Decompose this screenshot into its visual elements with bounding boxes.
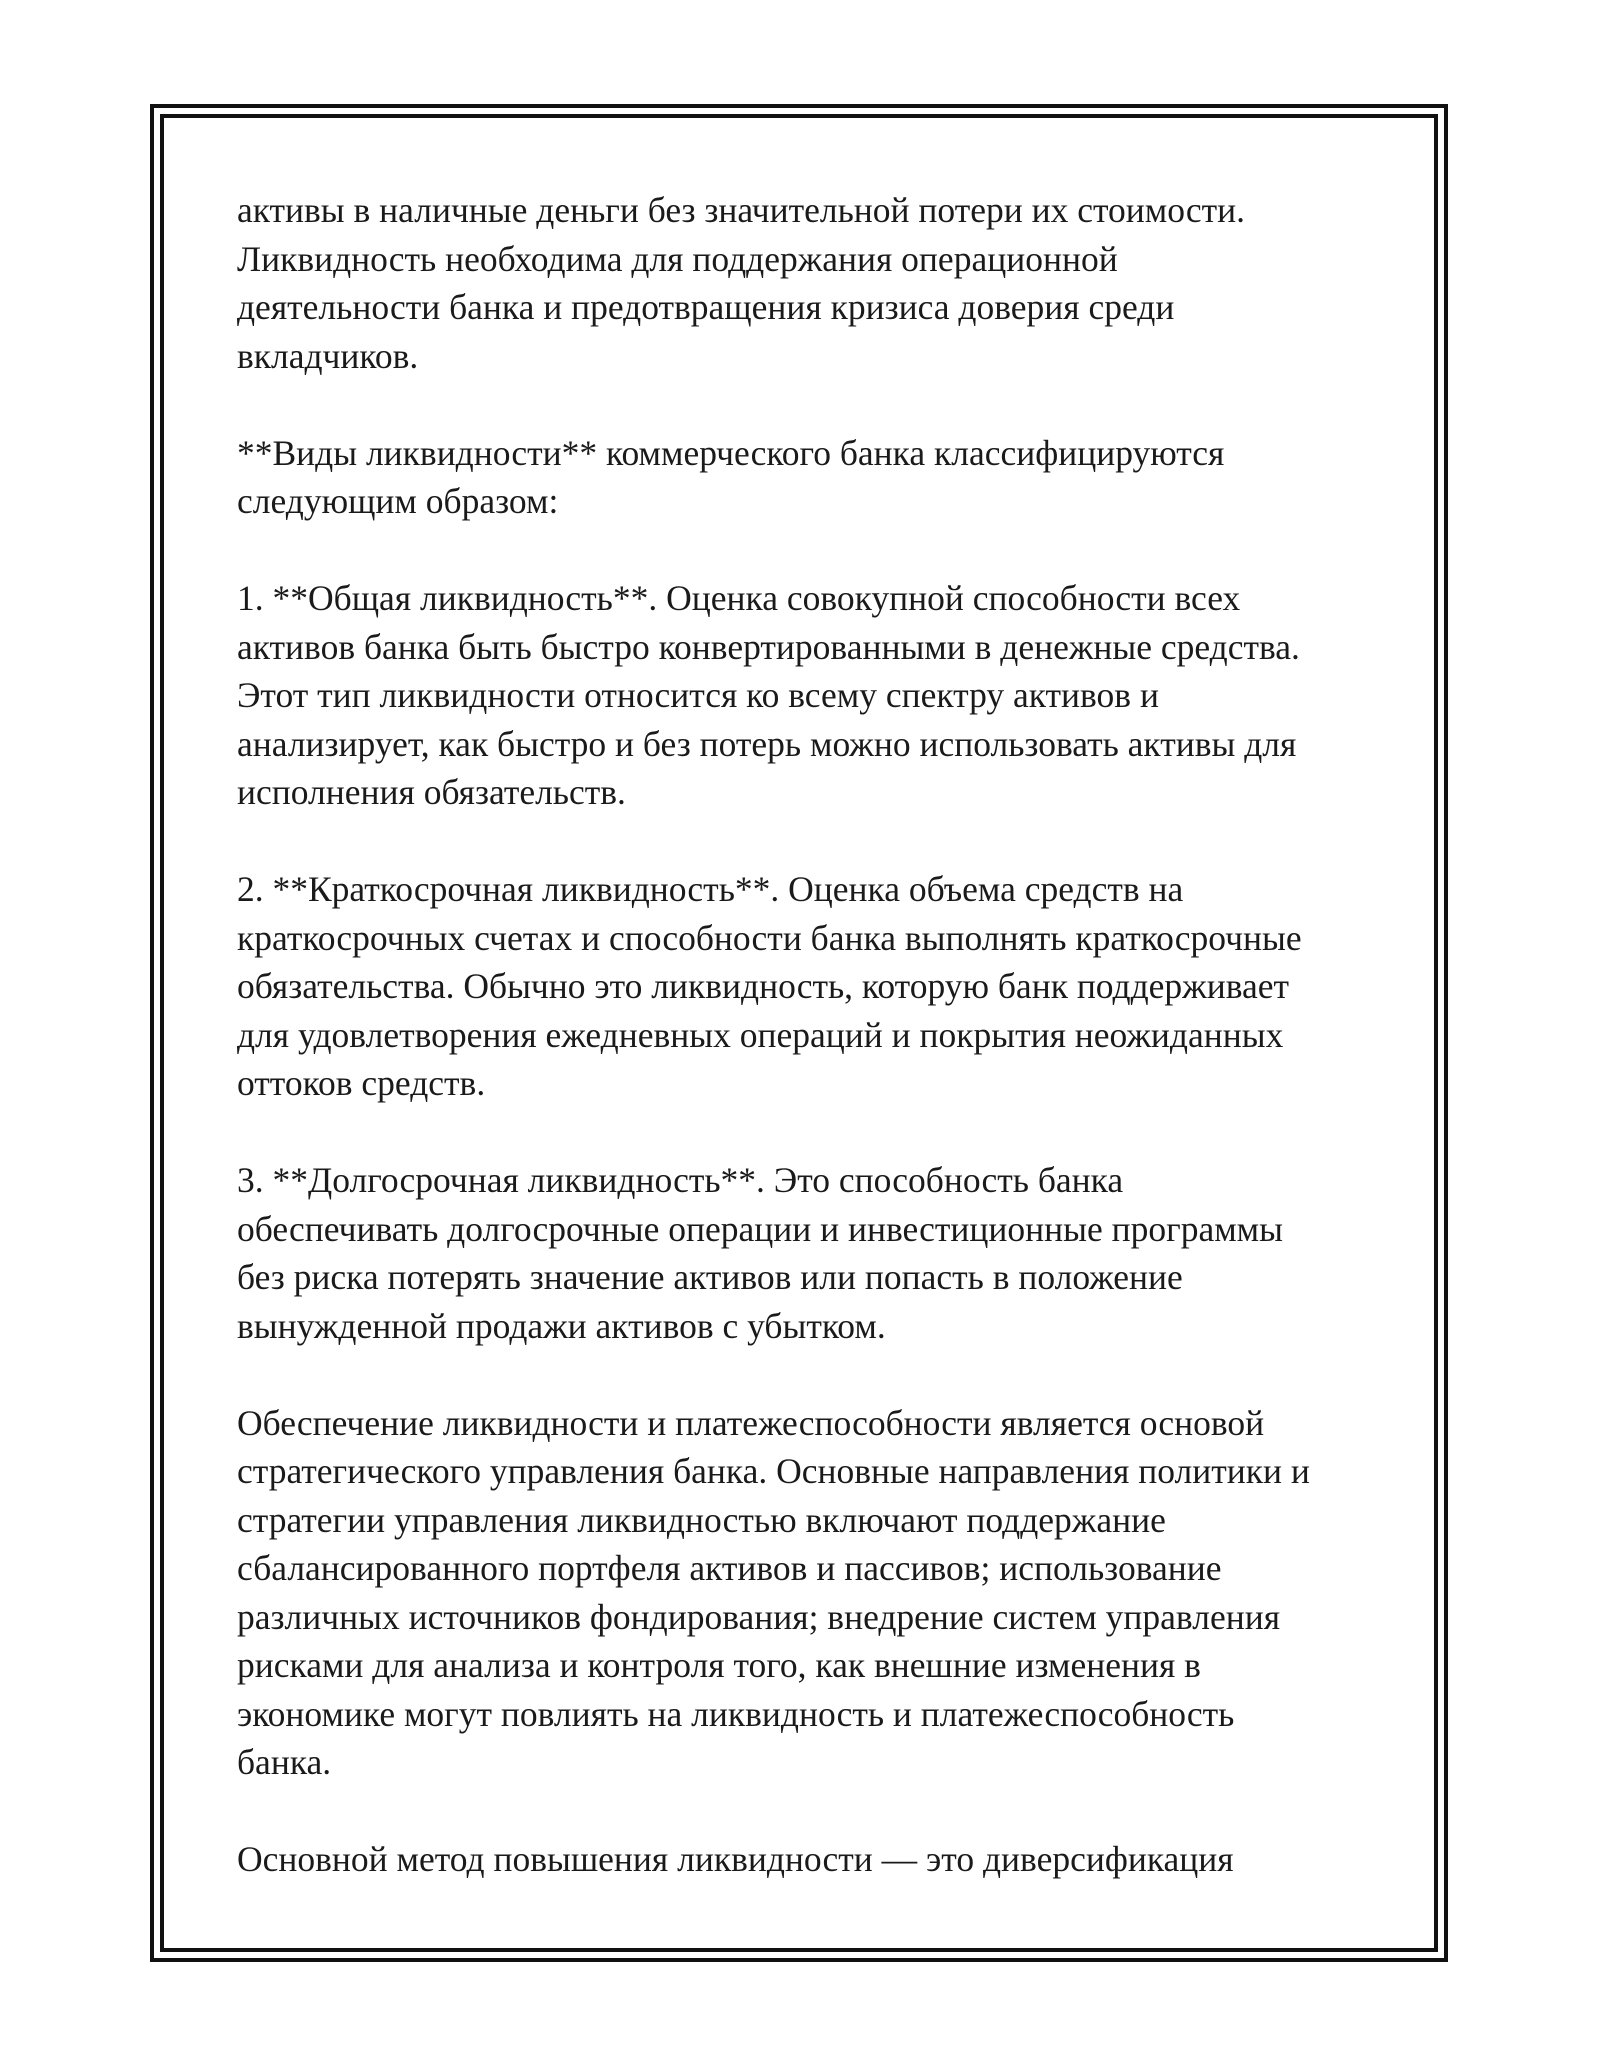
paragraph-diversification: Основной метод повышения ликвидности — это диверсификация — [237, 1839, 1234, 1879]
paragraph-liquidity-definition: активы в наличные деньги без значительной потери их стоимости. Ликвидность необходима для поддержания операционной деятельности банка и предотвращения кризиса доверия среди вкладчиков. — [237, 190, 1246, 376]
paragraph-liquidity-management: Обеспечение ликвидности и платежеспособности является основой стратегического управления банка. Основные направления политики и стратегии управления ликвидностью включают поддержание сбалансированного портфеля активов и пассивов; использование различных источников фондирования; внедрение систем управления рисками для анализа и контроля того, как внешние изменения в экономике могут повлиять на ликвидность и платежеспособность банка. — [237, 1402, 1310, 1782]
document-body — [237, 186, 1387, 1884]
paragraph-short-term-liquidity: 2. **Краткосрочная ликвидность**. Оценка объема средств на краткосрочных счетах и способности банка выполнять краткосрочные обязательства. Обычно это ликвидность, которую банк поддерживает для удовлетворения ежедневных операций и покрытия неожиданных оттоков средств. — [237, 869, 1302, 1103]
paragraph-liquidity-types-intro: **Виды ликвидности** коммерческого банка классифицируются следующим образом: — [237, 432, 1225, 521]
paragraph-general-liquidity: 1. **Общая ликвидность**. Оценка совокупной способности всех активов банка быть быстро конвертированными в денежные средства. Этот тип ликвидности относится ко всему спектру активов и анализирует, как быстро и без потерь можно использовать активы для исполнения обязательств. — [237, 578, 1300, 812]
paragraph-long-term-liquidity: 3. **Долгосрочная ликвидность**. Это способность банка обеспечивать долгосрочные операции и инвестиционные программы без риска потерять значение активов или попасть в положение вынужденной продажи активов с убытком. — [237, 1160, 1284, 1346]
